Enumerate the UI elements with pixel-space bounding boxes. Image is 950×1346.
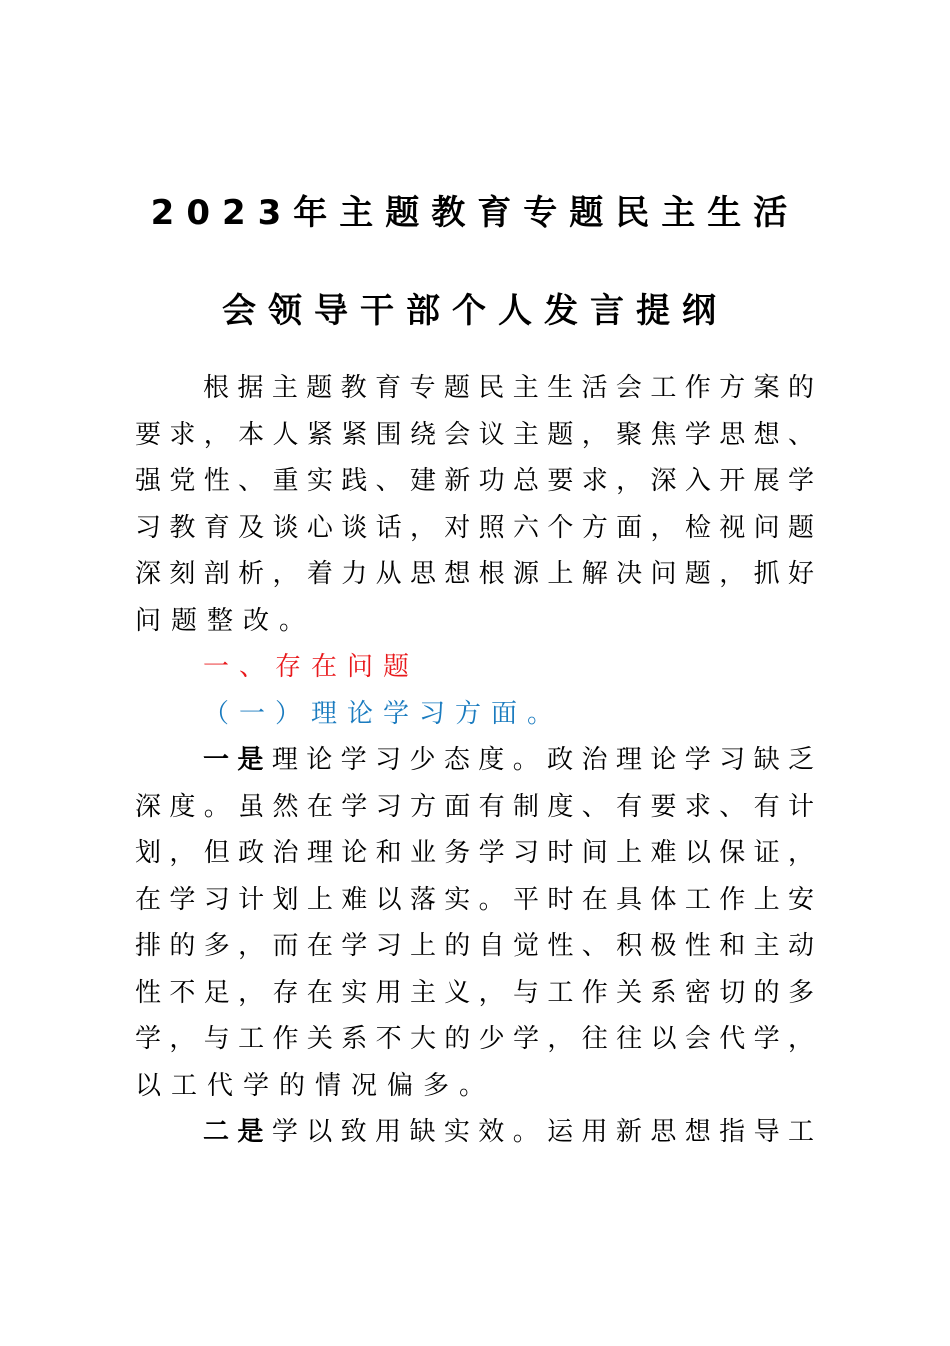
point-1-line-8: 以工代学的情况偏多。	[135, 1071, 496, 1101]
intro-line-5: 深刻剖析，着力从思想根源上解决问题，抓好	[135, 559, 817, 589]
document-title-line-1: 2023年主题教育专题民主生活	[150, 193, 800, 233]
point-1-text: 理论学习少态度。政治理论学习缺乏	[271, 745, 817, 775]
point-1-line-4: 在学习计划上难以落实。平时在具体工作上安	[135, 885, 817, 915]
intro-line-6: 问题整改。	[135, 606, 316, 636]
section-heading-problems: 一、存在问题	[203, 652, 420, 682]
intro-line-1: 根据主题教育专题民主生活会工作方案的	[203, 373, 817, 403]
point-1-line-2: 深度。虽然在学习方面有制度、有要求、有计	[135, 792, 817, 822]
intro-line-2: 要求，本人紧紧围绕会议主题，聚焦学思想、	[135, 420, 817, 450]
point-1-first-line	[203, 737, 817, 783]
point-1-line-7: 学，与工作关系不大的少学，往往以会代学，	[135, 1024, 817, 1054]
intro-line-4: 习教育及谈心谈话，对照六个方面，检视问题	[135, 513, 817, 543]
point-1-lead: 一是	[203, 745, 272, 775]
point-1-line-3: 划，但政治理论和业务学习时间上难以保证，	[135, 838, 817, 868]
point-2-text: 学以致用缺实效。运用新思想指导工	[271, 1117, 817, 1147]
point-2-first-line	[203, 1109, 817, 1155]
document-title-line-2: 会领导干部个人发言提纲	[222, 291, 728, 331]
point-1-line-6: 性不足，存在实用主义，与工作关系密切的多	[135, 978, 817, 1008]
point-1-line-5: 排的多，而在学习上的自觉性、积极性和主动	[135, 931, 817, 961]
intro-line-3: 强党性、重实践、建新功总要求，深入开展学	[135, 466, 817, 496]
subsection-heading-theory-study: （一）理论学习方面。	[203, 699, 564, 729]
point-2-lead: 二是	[203, 1117, 272, 1147]
